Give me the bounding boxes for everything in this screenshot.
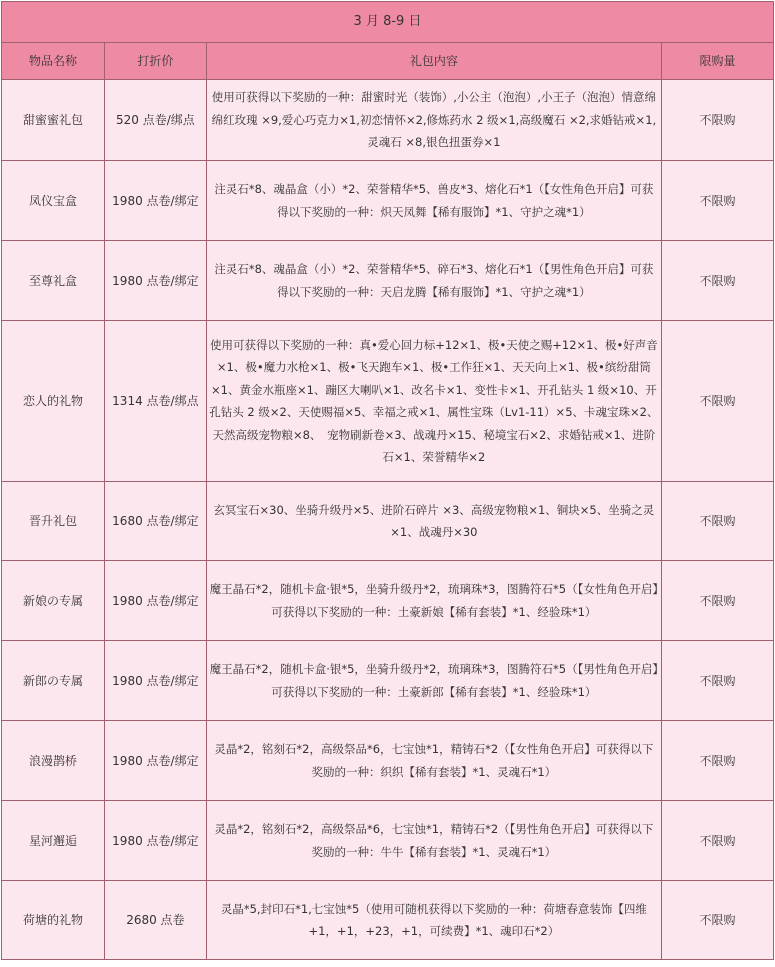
table-row (2, 881, 774, 960)
table-title: 3 月 8-9 日 (2, 2, 774, 43)
item-name: 甜蜜蜜礼包 (2, 80, 105, 161)
table-row (2, 801, 774, 881)
item-content: 注灵石*8、魂晶盒（小）*2、荣誉精华*5、兽皮*3、熔化石*1（【女性角色开启】可获得以下奖励的一种：炽天凤舞【稀有服饰】*1、守护之魂*1） (206, 161, 661, 241)
item-price: 1980 点卷/绑定 (104, 721, 206, 801)
item-name: 恋人的礼物 (2, 321, 105, 482)
table-row (2, 80, 774, 161)
item-limit: 不限购 (661, 881, 773, 960)
item-limit: 不限购 (661, 641, 773, 721)
table-row (2, 561, 774, 641)
header-purchase-limit: 限购量 (661, 43, 773, 80)
item-name: 荷塘的礼物 (2, 881, 105, 960)
item-name: 至尊礼盒 (2, 241, 105, 321)
item-content: 使用可获得以下奖励的一种：甜蜜时光（装饰）,小公主（泡泡）,小王子（泡泡）情意绵绵红玫瑰 ×9,爱心巧克力×1,初恋情怀×2,修炼药水 2 级×1,高级魔石 ×2,求婚钻戒×1,灵魂石 ×8,银色扭蛋券×1 (206, 80, 661, 161)
item-limit: 不限购 (661, 721, 773, 801)
item-price: 1980 点卷/绑定 (104, 161, 206, 241)
item-price: 2680 点卷 (104, 881, 206, 960)
item-price: 1980 点卷/绑定 (104, 561, 206, 641)
table-row (2, 721, 774, 801)
item-content: 玄冥宝石×30、坐骑升级丹×5、进阶石碎片 ×3、高级宠物粮×1、铜块×5、坐骑之灵×1、战魂丹×30 (206, 482, 661, 561)
table-row (2, 482, 774, 561)
item-limit: 不限购 (661, 482, 773, 561)
header-pack-content: 礼包内容 (206, 43, 661, 80)
item-content: 灵晶*2，铭刻石*2，高级祭品*6，七宝蚀*1，精铸石*2（【男性角色开启】可获得以下奖励的一种：牛牛【稀有套装】*1、灵魂石*1） (206, 801, 661, 881)
item-name: 星河邂逅 (2, 801, 105, 881)
item-name: 新郎の专属 (2, 641, 105, 721)
header-item-name: 物品名称 (2, 43, 105, 80)
item-price: 1980 点卷/绑定 (104, 241, 206, 321)
item-price: 1314 点卷/绑点 (104, 321, 206, 482)
item-name: 凤仪宝盒 (2, 161, 105, 241)
item-limit: 不限购 (661, 801, 773, 881)
item-name: 浪漫鹊桥 (2, 721, 105, 801)
item-price: 520 点卷/绑点 (104, 80, 206, 161)
table-row (2, 321, 774, 482)
item-content: 灵晶*2，铭刻石*2，高级祭品*6，七宝蚀*1，精铸石*2（【女性角色开启】可获得以下奖励的一种：织织【稀有套装】*1、灵魂石*1） (206, 721, 661, 801)
header-discount-price: 打折价 (104, 43, 206, 80)
item-limit: 不限购 (661, 80, 773, 161)
item-price: 1680 点卷/绑定 (104, 482, 206, 561)
item-content: 使用可获得以下奖励的一种：真•爱心回力标+12×1、极•天使之赐+12×1、极•好声音×1、极•魔力水枪×1、极•飞天跑车×1、极•工作狂×1、天天向上×1、极•缤纷甜筒×1、黄金水瓶座×1、蹦区大喇叭×1、改名卡×1、变性卡×1、开孔钻头 1 级×10、开孔钻头 2 级×2、天使赐福×5、幸福之戒×1、属性宝珠（Lv1-11）×5、卡魂宝珠×2、天然高级宠物粮×8、 宠物刷新卷×3、战魂丹×15、秘境宝石×2、求婚钻戒×1、进阶石×1、荣誉精华×2 (206, 321, 661, 482)
table-row (2, 161, 774, 241)
item-name: 晋升礼包 (2, 482, 105, 561)
item-content: 灵晶*5,封印石*1,七宝蚀*5（使用可随机获得以下奖励的一种：荷塘春意装饰【四维+1，+1，+23，+1，可续费】*1、魂印石*2） (206, 881, 661, 960)
table-row (2, 241, 774, 321)
item-limit: 不限购 (661, 161, 773, 241)
item-name: 新娘の专属 (2, 561, 105, 641)
item-content: 魔王晶石*2，随机卡盒·银*5，坐骑升级丹*2，琉璃珠*3，图腾符石*5（【女性角色开启】可获得以下奖励的一种：土豪新娘【稀有套装】*1、经验珠*1） (206, 561, 661, 641)
table-row (2, 641, 774, 721)
item-content: 注灵石*8、魂晶盒（小）*2、荣誉精华*5、碎石*3、熔化石*1（【男性角色开启】可获得以下奖励的一种：天启龙腾【稀有服饰】*1、守护之魂*1） (206, 241, 661, 321)
item-price: 1980 点卷/绑定 (104, 801, 206, 881)
item-limit: 不限购 (661, 321, 773, 482)
item-limit: 不限购 (661, 241, 773, 321)
item-price: 1980 点卷/绑定 (104, 641, 206, 721)
item-content: 魔王晶石*2，随机卡盒·银*5，坐骑升级丹*2，琉璃珠*3，图腾符石*5（【男性角色开启】可获得以下奖励的一种：土豪新郎【稀有套装】*1、经验珠*1） (206, 641, 661, 721)
item-limit: 不限购 (661, 561, 773, 641)
gift-pack-table (1, 1, 774, 960)
